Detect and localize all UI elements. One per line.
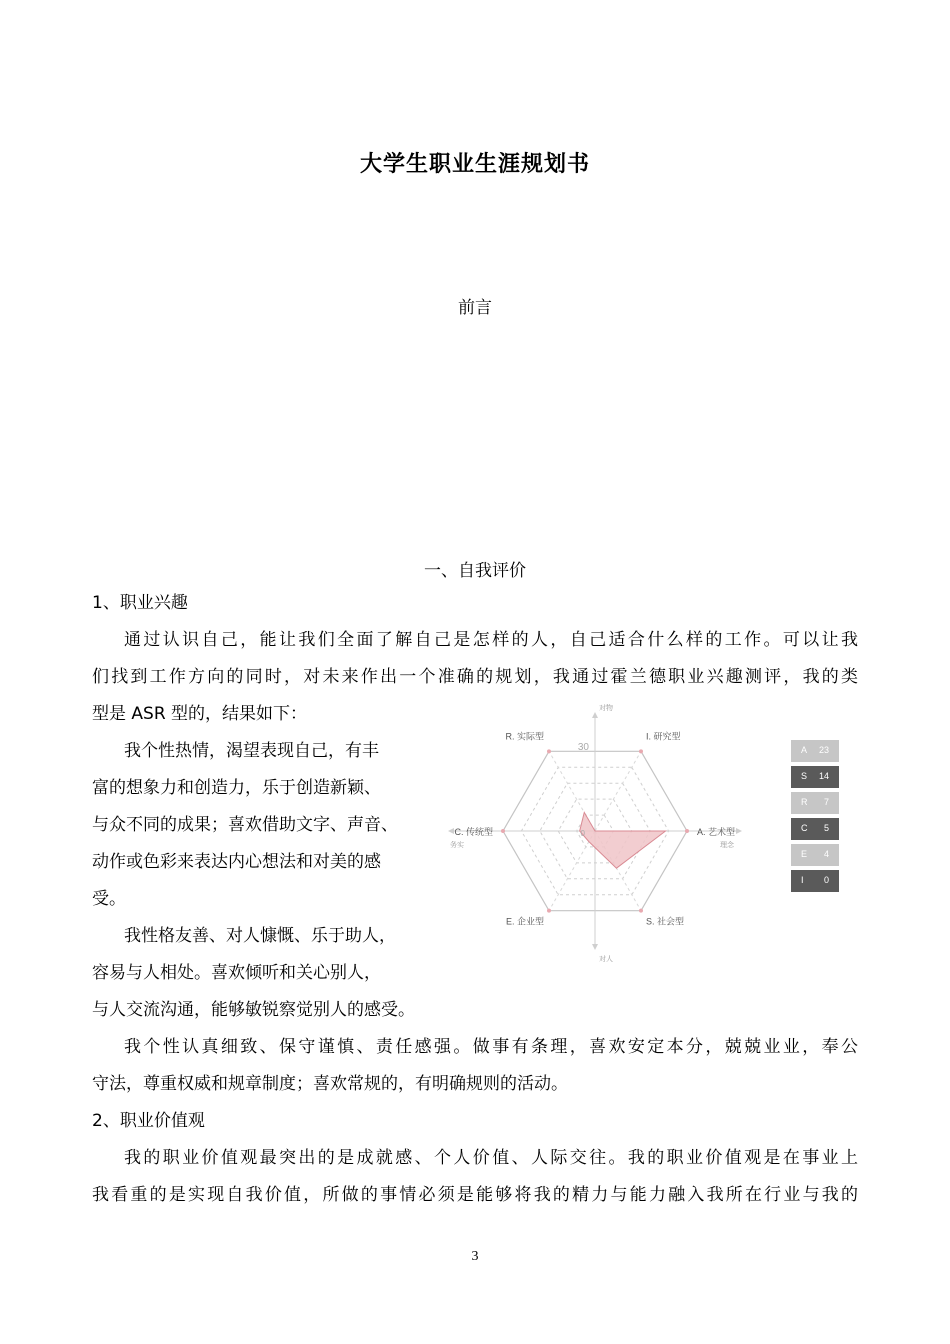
- legend-key: S: [801, 771, 808, 781]
- paragraph-line: 我个性热情，渴望表现自己，有丰: [124, 741, 379, 761]
- dimension-label-left: 务实: [450, 842, 464, 849]
- paragraph-line: 与众不同的成果；喜欢借助文字、声音、: [92, 815, 398, 835]
- legend-item-c: [791, 818, 839, 840]
- legend-key: I: [801, 875, 804, 885]
- axis-spoke: [595, 751, 641, 831]
- paragraph-line: 容易与人相处。喜欢倾听和关心别人，: [92, 963, 381, 983]
- page-number: 3: [471, 1249, 479, 1264]
- dimension-label-top: 对物: [599, 705, 613, 712]
- paragraph-line: 型是 ASR 型的，结果如下：: [92, 704, 308, 724]
- legend-value: 14: [818, 771, 829, 781]
- legend-key: R: [801, 797, 808, 807]
- dimension-label-bottom: 对人: [599, 956, 613, 963]
- subsection-heading-interest: 1、职业兴趣: [92, 593, 188, 613]
- scale-zero-label: 0: [580, 829, 585, 838]
- paragraph-line: 受。: [92, 889, 126, 909]
- paragraph-line: 我的职业价值观最突出的是成就感、个人价值、人际交往。我的职业价值观是在事业上: [124, 1148, 858, 1168]
- legend-key: A: [801, 745, 808, 755]
- scale-max-label: 30: [577, 742, 589, 753]
- paragraph-line: 们找到工作方向的同时，对未来作出一个准确的规划，我通过霍兰德职业兴趣测评，我的类: [92, 667, 858, 687]
- holland-radar-chart: [440, 698, 750, 968]
- legend-value: 5: [823, 823, 829, 833]
- vertex-dot: [547, 909, 551, 913]
- axis-label: C. 传统型: [454, 827, 493, 837]
- legend-key: E: [801, 849, 808, 859]
- vertex-dot: [501, 829, 505, 833]
- paragraph-line: 守法，尊重权威和规章制度；喜欢常规的，有明确规则的活动。: [92, 1074, 568, 1094]
- arrow-right-icon: [736, 828, 742, 834]
- legend-item-i: [791, 870, 839, 892]
- subsection-heading-values: 2、职业价值观: [92, 1111, 205, 1131]
- axis-label: R. 实际型: [505, 731, 544, 742]
- paragraph-line: 通过认识自己，能让我们全面了解自己是怎样的人，自己适合什么样的工作。可以让我: [124, 630, 858, 650]
- legend-value: 0: [823, 875, 829, 885]
- axis-spoke: [549, 831, 595, 911]
- paragraph-line: 动作或色彩来表达内心想法和对美的感: [92, 852, 381, 872]
- arrow-down-icon: [592, 944, 598, 950]
- score-legend: [791, 740, 839, 896]
- paragraph-line: 我个性认真细致、保守谨慎、责任感强。做事有条理，喜欢安定本分，兢兢业业，奉公: [124, 1037, 858, 1057]
- arrow-up-icon: [592, 712, 598, 718]
- legend-key: C: [801, 823, 808, 833]
- axis-label: I. 研究型: [646, 731, 681, 742]
- axis-label: E. 企业型: [505, 916, 544, 927]
- legend-item-a: [791, 740, 839, 762]
- paragraph-line: 与人交流沟通，能够敏锐察觉别人的感受。: [92, 1000, 415, 1020]
- preface-heading: 前言: [458, 298, 492, 318]
- legend-item-s: [791, 766, 839, 788]
- vertex-dot: [547, 749, 551, 753]
- axis-label: S. 社会型: [646, 916, 685, 927]
- legend-value: 7: [823, 797, 829, 807]
- vertex-dot: [639, 749, 643, 753]
- legend-value: 4: [823, 849, 829, 859]
- legend-item-r: [791, 792, 839, 814]
- vertex-dot: [685, 829, 689, 833]
- legend-item-e: [791, 844, 839, 866]
- axis-label: A. 艺术型: [697, 827, 736, 837]
- paragraph-line: 富的想象力和创造力，乐于创造新颖、: [92, 778, 381, 798]
- document-title: 大学生职业生涯规划书: [359, 152, 590, 177]
- dimension-label-right: 理念: [720, 842, 734, 849]
- arrow-left-icon: [448, 828, 454, 834]
- legend-value: 23: [818, 745, 829, 755]
- data-area: [580, 812, 666, 868]
- section-heading: 一、自我评价: [424, 561, 526, 581]
- paragraph-line: 我性格友善、对人慷慨、乐于助人，: [124, 926, 396, 946]
- paragraph-line: 我看重的是实现自我价值，所做的事情必须是能够将我的精力与能力融入我所在行业与我的: [92, 1185, 858, 1205]
- vertex-dot: [639, 909, 643, 913]
